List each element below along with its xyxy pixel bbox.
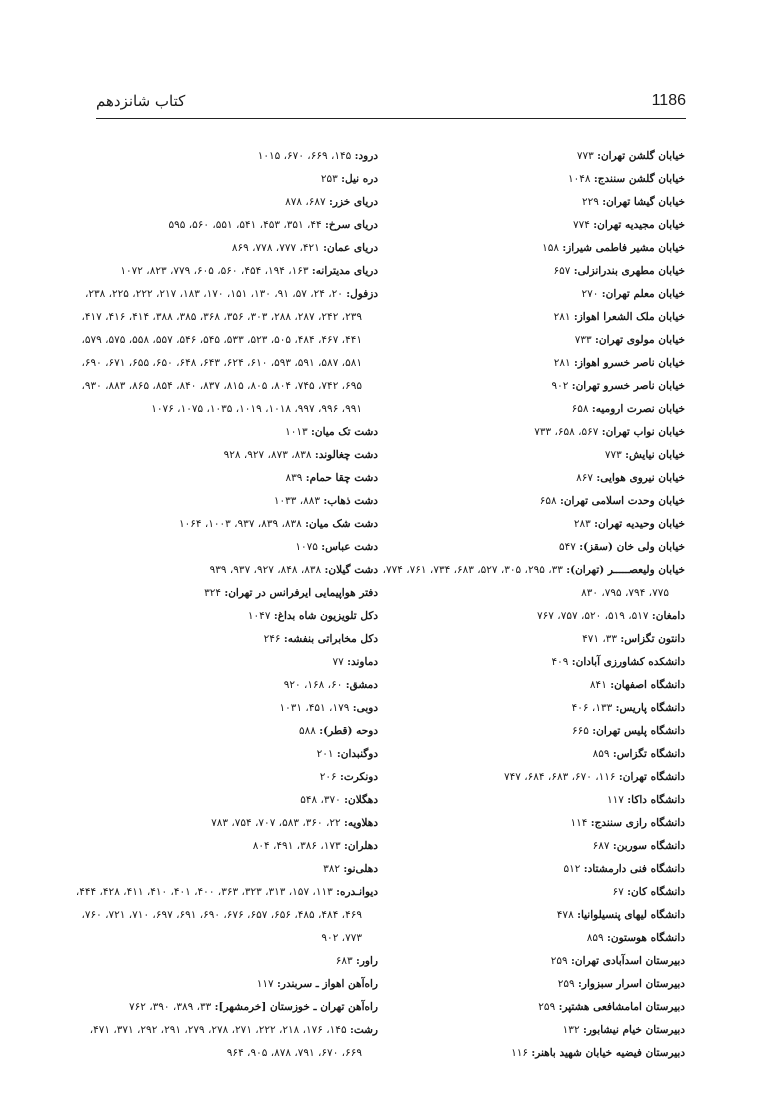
index-entry-continuation — [78, 375, 378, 398]
entry-pages: ۸۸۳، ۱۰۳۳ — [273, 495, 321, 507]
entry-term: دانشگاه لیهای پنسیلوانیا: — [577, 909, 685, 921]
entry-term: دهلاویه: — [344, 817, 378, 829]
entry-pages: ۶۵۸ — [571, 403, 589, 415]
entry-term: دبیرستان اسدآبادی تهران: — [571, 955, 685, 967]
entry-pages: ۶۸۷ — [592, 840, 610, 852]
entry-term: دشت شک میان: — [305, 518, 378, 530]
entry-pages: ۲۳۹، ۲۴۲، ۲۸۷، ۲۸۸، ۳۰۳، ۳۵۶، ۳۶۸، ۳۸۵، ۳۸۸، ۴۱۴، ۴۱۶، ۴۱۷، — [81, 311, 362, 323]
entry-pages: ۲۸۱ — [553, 311, 571, 323]
index-entry — [385, 812, 685, 835]
entry-pages: ۱۳۳، ۴۰۶ — [571, 702, 613, 714]
index-entry — [385, 651, 685, 674]
index-entry — [385, 904, 685, 927]
index-entry — [78, 513, 378, 536]
entry-term: راه‌آهن اهواز ـ سربندر: — [277, 978, 378, 990]
index-entry — [78, 283, 378, 306]
entry-pages: ۶۸۳ — [335, 955, 353, 967]
entry-pages: ۷۷۳ — [604, 449, 622, 461]
index-entry — [385, 1019, 685, 1042]
entry-term: دهلی‌نو: — [343, 863, 378, 875]
entry-term: دماوند: — [347, 656, 378, 668]
entry-term: خیابان مطهری بندرانزلی: — [573, 265, 685, 277]
entry-term: دانشگاه تهران: — [618, 771, 685, 783]
entry-pages: ۲۰۱ — [316, 748, 334, 760]
entry-pages: ۱۱۶ — [511, 1047, 528, 1059]
index-entry — [385, 743, 685, 766]
index-entry — [385, 950, 685, 973]
index-entry — [385, 628, 685, 651]
entry-term: دمشق: — [345, 679, 378, 691]
entry-pages: ۵۱۷، ۵۱۹، ۵۲۰، ۷۵۷، ۷۶۷ — [537, 610, 649, 622]
entry-pages: ۸۴۱ — [589, 679, 607, 691]
entry-pages: ۴۶۹، ۴۸۴، ۴۸۵، ۶۵۶، ۶۵۷، ۶۷۶، ۶۹۰، ۶۹۱، ۶۹۷، ۷۱۰، ۷۲۱، ۷۶۰، — [81, 909, 362, 921]
entry-term: دانشگاه تگزاس: — [612, 748, 685, 760]
index-entry — [78, 260, 378, 283]
index-entry — [385, 513, 685, 536]
entry-pages: ۲۵۳ — [320, 173, 338, 185]
index-entry — [385, 789, 685, 812]
entry-term: دهگلان: — [344, 794, 378, 806]
index-entry — [78, 743, 378, 766]
entry-pages: ۱۱۷ — [256, 978, 274, 990]
index-entry — [385, 536, 685, 559]
entry-term: دفتر هواپیمایی ایرفرانس در تهران: — [224, 587, 378, 599]
index-entry — [385, 467, 685, 490]
entry-term: دشت تک میان: — [311, 426, 378, 438]
entry-term: دزفول: — [346, 288, 378, 300]
index-entry — [78, 720, 378, 743]
entry-pages: ۱۰۱۳ — [285, 426, 308, 438]
entry-term: دانتون تگزاس: — [620, 633, 685, 645]
entry-term: خیابان مولوی تهران: — [595, 334, 685, 346]
index-entry — [78, 559, 378, 582]
entry-pages: ۱۰۴۸ — [567, 173, 591, 185]
index-entry-continuation — [78, 1042, 378, 1065]
entry-term: دهلران: — [344, 840, 378, 852]
entry-pages: ۹۹۱، ۹۹۶، ۹۹۷، ۱۰۱۸، ۱۰۱۹، ۱۰۳۵، ۱۰۷۵، ۱۰۷۶ — [151, 403, 362, 415]
entry-pages: ۱۵۸ — [542, 242, 560, 254]
entry-pages: ۲۸۳ — [573, 518, 591, 530]
entry-pages: ۶۸۷، ۸۷۸ — [285, 196, 326, 208]
entry-term: خیابان وحدت اسلامی تهران: — [559, 495, 685, 507]
entry-pages: ۱۰۴۷ — [247, 610, 271, 622]
index-entry — [78, 766, 378, 789]
entry-term: خیابان وحیدیه تهران: — [594, 518, 685, 530]
entry-pages: ۳۸۲ — [323, 863, 340, 875]
entry-pages: ۸۵۹ — [586, 932, 604, 944]
entry-pages: ۶۶۹، ۶۷۰، ۷۹۱، ۸۷۸، ۹۰۵، ۹۶۴ — [226, 1047, 362, 1059]
index-entry-continuation — [78, 927, 378, 950]
entry-term: دانشگاه کان: — [627, 886, 685, 898]
entry-term: خیابان نواب تهران: — [601, 426, 685, 438]
index-entry — [78, 697, 378, 720]
index-entry — [78, 858, 378, 881]
entry-term: دانشگاه فنی دارمشتاد: — [583, 863, 685, 875]
index-entry — [385, 375, 685, 398]
entry-term: دشت چقا حمام: — [305, 472, 378, 484]
entry-pages: ۲۵۹ — [557, 978, 575, 990]
index-entry — [385, 444, 685, 467]
entry-term: خیابان مجیدیه تهران: — [593, 219, 685, 231]
index-entry — [385, 881, 685, 904]
page-number: 1186 — [651, 92, 686, 109]
entry-pages: ۷۳۳ — [574, 334, 592, 346]
entry-pages: ۳۳، ۴۷۱ — [582, 633, 618, 645]
entry-term: خیابان ناصر خسرو اهواز: — [574, 357, 685, 369]
entry-term: دیوانـدره: — [336, 886, 378, 898]
entry-pages: ۵۸۱، ۵۸۷، ۵۹۱، ۵۹۳، ۶۱۰، ۶۲۴، ۶۴۳، ۶۴۸، ۶۵۰، ۶۵۵، ۶۷۱، ۶۹۰، — [81, 357, 362, 369]
entry-term: دشت چغالوند: — [314, 449, 378, 461]
entry-pages: ۶۷ — [612, 886, 624, 898]
index-entry-continuation — [78, 329, 378, 352]
entry-pages: ۱۷۹، ۴۵۱، ۱۰۳۱ — [279, 702, 350, 714]
index-entry — [385, 421, 685, 444]
index-entry — [385, 237, 685, 260]
entry-pages: ۱۳۲ — [562, 1024, 580, 1036]
entry-pages: ۲۲۹ — [581, 196, 599, 208]
entry-pages: ۶۵۷ — [553, 265, 571, 277]
entry-pages: ۴۲۱، ۷۷۷، ۷۷۸، ۸۶۹ — [231, 242, 320, 254]
index-entry — [78, 421, 378, 444]
index-entry-continuation — [78, 306, 378, 329]
index-entry — [385, 605, 685, 628]
entry-pages: ۱۷۳، ۳۸۶، ۴۹۱، ۸۰۴ — [252, 840, 341, 852]
index-entry — [385, 996, 685, 1019]
entry-term: دانشگاه سوربن: — [612, 840, 685, 852]
index-entry — [78, 444, 378, 467]
index-entry — [78, 605, 378, 628]
entry-pages: ۲۸۱ — [553, 357, 571, 369]
entry-pages: ۷۷۴ — [573, 219, 590, 231]
entry-term: خیابان ولی خان (سقز): — [579, 541, 685, 553]
index-entry-continuation — [78, 904, 378, 927]
entry-pages: ۲۵۹ — [538, 1001, 556, 1013]
entry-term: دانشگاه اصفهان: — [610, 679, 685, 691]
index-entry — [385, 973, 685, 996]
entry-pages: ۹۰۲ — [551, 380, 569, 392]
index-column-right — [382, 145, 685, 1065]
entry-pages: ۳۷۰، ۵۴۸ — [300, 794, 341, 806]
entry-term: راه‌آهن تهران ـ خوزستان [خرمشهر]: — [214, 1001, 378, 1013]
index-entry — [385, 766, 685, 789]
entry-pages: ۲۵۹ — [550, 955, 568, 967]
entry-term: دبیرستان اسرار سبزوار: — [578, 978, 685, 990]
entry-pages: ۱۴۵، ۱۷۶، ۲۱۸، ۲۲۲، ۲۷۱، ۲۷۸، ۲۷۹، ۲۹۱، ۲۹۲، ۳۷۱، ۴۷۱، — [89, 1024, 347, 1036]
entry-pages: ۴۷۸ — [556, 909, 574, 921]
entry-pages: ۱۱۳، ۱۵۷، ۳۱۳، ۳۲۳، ۳۶۳، ۴۰۰، ۴۰۱، ۴۱۰، ۴۱۱، ۴۲۸، ۴۴۴، — [75, 886, 333, 898]
entry-pages: ۸۳۹ — [285, 472, 303, 484]
index-entry — [78, 237, 378, 260]
entry-term: دونکرت: — [339, 771, 378, 783]
index-entry — [385, 674, 685, 697]
entry-pages: ۴۴۱، ۴۶۷، ۴۸۴، ۵۰۵، ۵۲۳، ۵۳۳، ۵۴۵، ۵۴۶، ۵۵۷، ۵۵۸، ۵۷۵، ۵۷۹، — [81, 334, 362, 346]
entry-term: دریای عمان: — [323, 242, 378, 254]
entry-term: دکل تلویزیون شاه بداغ: — [273, 610, 378, 622]
entry-pages: ۲۰، ۲۴، ۵۷، ۹۱، ۱۳۰، ۱۵۱، ۱۷۰، ۱۸۳، ۲۱۷، ۲۲۲، ۲۲۵، ۲۳۸، — [84, 288, 343, 300]
entry-pages: ۱۱۷ — [607, 794, 624, 806]
entry-term: دریای خزر: — [329, 196, 378, 208]
entry-pages: ۵۸۸ — [298, 725, 316, 737]
index-entry — [78, 191, 378, 214]
entry-term: دوبی: — [352, 702, 378, 714]
index-entry — [78, 950, 378, 973]
index-entry — [385, 835, 685, 858]
index-entry — [78, 651, 378, 674]
index-entry — [78, 835, 378, 858]
entry-term: دریای مدیترانه: — [311, 265, 378, 277]
entry-pages: ۳۲۴ — [204, 587, 221, 599]
entry-term: خیابان ملک الشعرا اهواز: — [573, 311, 685, 323]
index-entry — [382, 559, 685, 582]
entry-term: خیابان مشیر فاطمی شیراز: — [562, 242, 685, 254]
entry-term: دبیرستان خیام نیشابور: — [582, 1024, 685, 1036]
index-entry — [385, 214, 685, 237]
entry-pages: ۲۲، ۳۶۰، ۵۸۳، ۷۰۷، ۷۵۴، ۷۸۳ — [211, 817, 341, 829]
entry-term: دوحه (قطر): — [319, 725, 378, 737]
index-entry — [385, 858, 685, 881]
entry-term: دشت ذهاب: — [323, 495, 378, 507]
entry-pages: ۵۱۲ — [563, 863, 581, 875]
entry-pages: ۱۴۵، ۶۶۹، ۶۷۰، ۱۰۱۵ — [257, 150, 352, 162]
index-entry — [385, 927, 685, 950]
entry-term: خیابان نیایش: — [625, 449, 685, 461]
index-entry — [78, 973, 378, 996]
entry-term: خیابان معلم تهران: — [601, 288, 685, 300]
index-entry — [385, 168, 685, 191]
index-entry-continuation — [78, 398, 378, 421]
index-entry — [75, 881, 378, 904]
entry-term: راور: — [355, 955, 378, 967]
index-entry — [385, 1042, 685, 1065]
index-column-left — [75, 145, 378, 1065]
index-entry — [385, 697, 685, 720]
entry-pages: ۳۳، ۲۹۵، ۳۰۵، ۵۲۷، ۶۸۳، ۷۳۴، ۷۶۱، ۷۷۴، — [382, 564, 563, 576]
entry-term: خیابان گیشا تهران: — [602, 196, 685, 208]
entry-pages: ۸۳۸، ۸۴۸، ۹۲۷، ۹۳۷، ۹۳۹ — [209, 564, 322, 576]
entry-term: خیابان نصرت ارومیه: — [591, 403, 685, 415]
index-entry — [385, 490, 685, 513]
entry-term: دانشگاه پاریس: — [615, 702, 685, 714]
entry-term: دوگنبدان: — [336, 748, 378, 760]
entry-pages: ۸۳۸، ۸۳۹، ۹۳۷، ۱۰۰۳، ۱۰۶۴ — [178, 518, 302, 530]
index-entry — [78, 168, 378, 191]
entry-term: دشت گیلان: — [324, 564, 378, 576]
entry-pages: ۲۷۰ — [581, 288, 599, 300]
entry-term: دشت عباس: — [321, 541, 378, 553]
index-entry — [78, 628, 378, 651]
entry-term: دکل مخابراتی بنفشه: — [283, 633, 378, 645]
index-entry — [385, 191, 685, 214]
entry-pages: ۵۴۷ — [558, 541, 576, 553]
entry-pages: ۷۷ — [332, 656, 344, 668]
index-entry — [385, 306, 685, 329]
entry-term: دانشگاه رازی سنندج: — [590, 817, 685, 829]
entry-pages: ۶۵۸ — [539, 495, 557, 507]
index-entry — [78, 996, 378, 1019]
index-entry — [385, 720, 685, 743]
entry-pages: ۲۴۶ — [263, 633, 281, 645]
entry-pages: ۷۷۳، ۹۰۲ — [321, 932, 362, 944]
index-entry-continuation — [385, 582, 685, 605]
entry-term: دبیرستان فیضیه خیابان شهید باهنر: — [531, 1047, 685, 1059]
entry-pages: ۴۰۹ — [551, 656, 569, 668]
entry-term: رشت: — [349, 1024, 378, 1036]
entry-term: دبیرستان امامشافعی هشتپر: — [558, 1001, 685, 1013]
entry-pages: ۴۴، ۳۵۱، ۴۵۳، ۵۴۱، ۵۵۱، ۵۶۰، ۵۹۵ — [168, 219, 322, 231]
entry-term: خیابان گلشن سنندج: — [593, 173, 685, 185]
entry-term: خیابان نیروی هوایی: — [596, 472, 685, 484]
index-entry — [78, 467, 378, 490]
index-entry — [385, 352, 685, 375]
index-entry — [78, 789, 378, 812]
index-entry — [78, 145, 378, 168]
index-entry — [385, 283, 685, 306]
index-entry — [385, 260, 685, 283]
entry-term: دانشگاه هوستون: — [607, 932, 685, 944]
index-entry — [385, 145, 685, 168]
book-title: کتاب شانزدهم — [96, 92, 186, 110]
entry-pages: ۶۰، ۱۶۸، ۹۲۰ — [283, 679, 343, 691]
index-entry — [385, 398, 685, 421]
entry-pages: ۱۱۴ — [570, 817, 588, 829]
index-entry — [78, 674, 378, 697]
index-entry-continuation — [78, 352, 378, 375]
index-entry — [78, 214, 378, 237]
entry-pages: ۱۶۳، ۱۹۴، ۴۵۴، ۵۶۰، ۶۰۵، ۷۷۹، ۸۲۳، ۱۰۷۲ — [120, 265, 309, 277]
index-entry — [78, 536, 378, 559]
index-entry — [78, 812, 378, 835]
entry-pages: ۱۰۷۵ — [295, 541, 318, 553]
index-entry — [385, 329, 685, 352]
entry-term: خیابان ولیعصـــــر (تهران): — [566, 564, 685, 576]
entry-term: دانشگاه پلیس تهران: — [592, 725, 685, 737]
entry-pages: ۸۵۹ — [592, 748, 610, 760]
entry-pages: ۶۶۵ — [572, 725, 589, 737]
entry-term: دانشگاه داکا: — [627, 794, 685, 806]
entry-pages: ۳۳، ۳۸۹، ۳۹۰، ۷۶۲ — [129, 1001, 212, 1013]
entry-term: دامغان: — [651, 610, 685, 622]
entry-pages: ۸۶۷ — [576, 472, 594, 484]
entry-pages: ۶۹۵، ۷۴۲، ۷۴۵، ۸۰۴، ۸۰۵، ۸۱۵، ۸۳۷، ۸۴۰، ۸۵۴، ۸۶۵، ۸۸۳، ۹۳۰، — [81, 380, 362, 392]
index-entry — [78, 582, 378, 605]
entry-term: خیابان گلشن تهران: — [597, 150, 685, 162]
index-entry — [78, 490, 378, 513]
entry-term: دره نیل: — [341, 173, 378, 185]
entry-pages: ۲۰۶ — [319, 771, 337, 783]
entry-term: درود: — [354, 150, 378, 162]
entry-term: خیابان ناصر خسرو تهران: — [571, 380, 685, 392]
index-entry — [78, 1019, 378, 1042]
page-header — [96, 86, 686, 119]
entry-pages: ۱۱۶، ۶۷۰، ۶۸۳، ۶۸۴، ۷۴۷ — [504, 771, 616, 783]
entry-term: دانشکده کشاورزی آبادان: — [571, 656, 685, 668]
entry-pages: ۷۷۵، ۷۹۴، ۷۹۵، ۸۳۰ — [581, 587, 669, 599]
entry-term: دریای سرخ: — [325, 219, 378, 231]
entry-pages: ۷۷۳ — [576, 150, 594, 162]
entry-pages: ۵۶۷، ۶۵۸، ۷۳۳ — [534, 426, 599, 438]
entry-pages: ۸۳۸، ۸۷۳، ۹۲۷، ۹۲۸ — [223, 449, 312, 461]
